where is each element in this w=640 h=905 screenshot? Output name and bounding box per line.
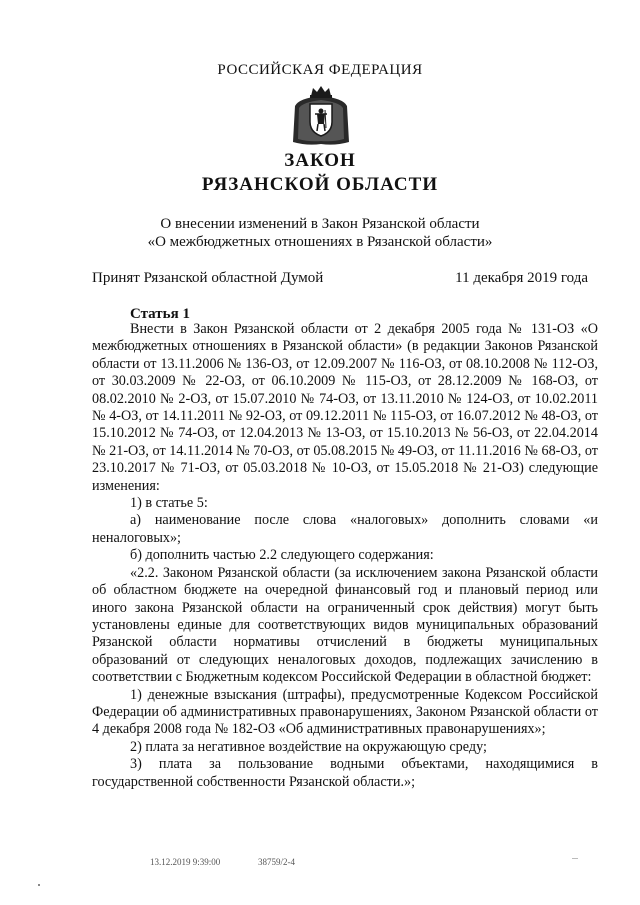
scan-speck — [572, 858, 578, 859]
article-paragraph: Внести в Закон Рязанской области от 2 декабря 2005 года № 131-ОЗ «О межбюджетных отношениях в Рязанской области» (в редакции Законов Рязанской области от 13.11.2006 № 136-ОЗ, от 12.09.2007 № 116-ОЗ, от 08.10.2008 № 112-ОЗ, от 30.03.2009 № 22-ОЗ, от 06.10.2009 № 115-ОЗ, от 28.12.2009 № 168-ОЗ, от 08.02.2010 № 2-ОЗ, от 15.07.2010 № 74-ОЗ, от 13.11.2010 № 124-ОЗ, от 10.02.2011 № 4-ОЗ, от 14.11.2011 № 92-ОЗ, от 09.12.2011 № 115-ОЗ, от 16.07.2012 № 48-ОЗ, от 15.10.2012 № 74-ОЗ, от 12.04.2013 № 13-ОЗ, от 15.10.2013 № 56-ОЗ, от 22.04.2014 № 21-ОЗ, от 14.11.2014 № 70-ОЗ, от 05.08.2015 № 49-ОЗ, от 11.11.2016 № 68-ОЗ, от 23.10.2017 № 71-ОЗ, от 05.03.2018 № 10-ОЗ, от 15.05.2018 № 21-ОЗ) следующие изменения: — [92, 321, 598, 494]
article-paragraph: «2.2. Законом Рязанской области (за исключением закона Рязанской области об областном бюджете на очередной финансовый год и плановый период или иного закона Рязанской области на ограниченный срок действия) могут быть установлены единые для соответствующих видов муниципальных образований Рязанской области нормативы отчислений в бюджеты муниципальных образований от следующих неналоговых доходов, подлежащих зачислению в соответствии с Бюджетным кодексом Российской Федерации в областной бюджет: — [92, 564, 598, 686]
law-title: ЗАКОН — [284, 150, 356, 171]
scan-speck — [38, 884, 40, 886]
footer-timestamp: 13.12.2019 9:39:00 — [150, 857, 221, 867]
law-subtitle-line1: О внесении изменений в Закон Рязанской области — [160, 216, 480, 232]
adoption-date: 11 декабря 2019 года — [455, 270, 588, 286]
coat-of-arms-icon — [289, 84, 353, 148]
article-body — [92, 321, 598, 791]
article-paragraph: 3) плата за пользование водными объектами, находящимися в государственной собственности Рязанской области.»; — [92, 756, 598, 790]
article-paragraph: 1) в статье 5: — [130, 495, 208, 512]
law-subtitle-line2: «О межбюджетных отношениях в Рязанской области» — [147, 234, 493, 250]
country-heading: РОССИЙСКАЯ ФЕДЕРАЦИЯ — [217, 62, 423, 78]
region-title: РЯЗАНСКОЙ ОБЛАСТИ — [201, 174, 439, 195]
article-paragraph: а) наименование после слова «налоговых» дополнить словами «и неналоговых»; — [92, 512, 598, 546]
article-paragraph: б) дополнить частью 2.2 следующего содержания: — [130, 547, 434, 564]
article-paragraph: 1) денежные взыскания (штрафы), предусмотренные Кодексом Российской Федерации об административных правонарушениях, Законом Рязанской области от 4 декабря 2008 года № 182-ОЗ «Об административных правонарушениях»; — [92, 686, 598, 738]
article-title: Статья 1 — [130, 306, 190, 322]
footer-doc-code: 38759/2-4 — [258, 857, 295, 867]
article-paragraph: 2) плата за негативное воздействие на окружающую среду; — [130, 738, 487, 755]
adopted-by: Принят Рязанской областной Думой — [92, 270, 324, 286]
